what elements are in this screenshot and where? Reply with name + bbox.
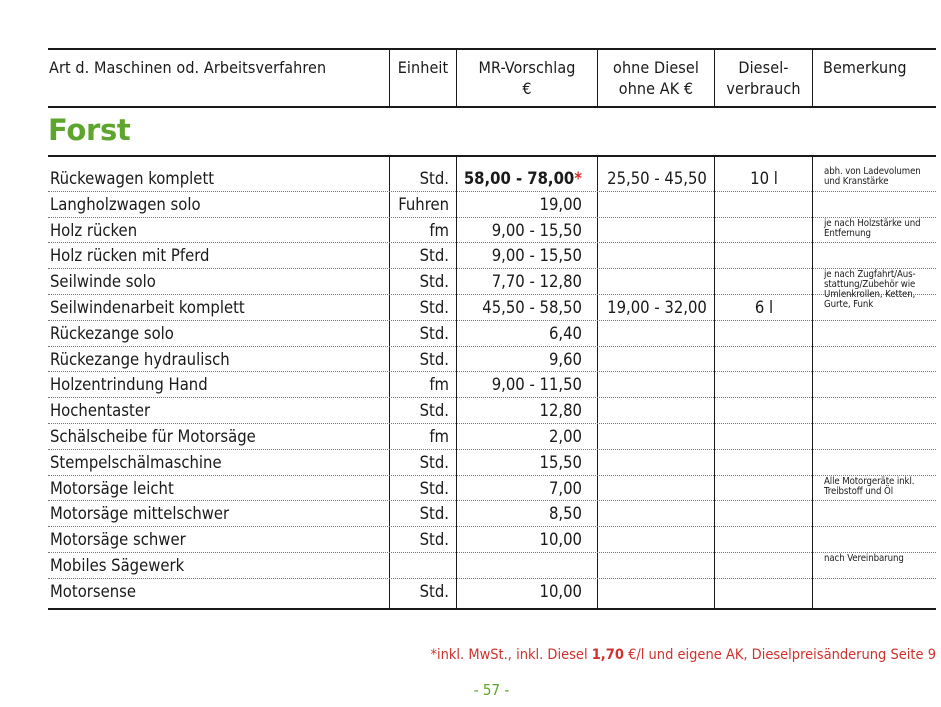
price: 58,00 - 78,00* bbox=[463, 169, 582, 188]
machine-name: Motorsäge leicht bbox=[50, 478, 174, 498]
price: 12,80 bbox=[539, 401, 582, 421]
price: 9,00 - 15,50 bbox=[491, 220, 582, 240]
remark: abh. von Ladevolumen und Kranstärke bbox=[824, 166, 921, 187]
unit: Std. bbox=[419, 478, 449, 498]
price: 10,00 bbox=[539, 530, 582, 550]
table-row bbox=[48, 321, 936, 347]
unit: Std. bbox=[419, 323, 449, 343]
header-without-diesel-column: ohne Diesel ohne AK € bbox=[613, 58, 699, 98]
machine-name: Rückewagen komplett bbox=[50, 169, 215, 188]
table-row bbox=[48, 398, 936, 424]
machine-name: Holz rücken mit Pferd bbox=[50, 246, 210, 266]
diesel-consumption: 6 l bbox=[754, 297, 774, 317]
table-row bbox=[48, 372, 936, 398]
table-row bbox=[48, 166, 936, 192]
unit: Std. bbox=[419, 401, 449, 421]
unit: Std. bbox=[419, 246, 449, 266]
machine-name: Motorsäge schwer bbox=[50, 530, 186, 550]
table-row bbox=[48, 243, 936, 269]
machine-name: Holz rücken bbox=[50, 220, 138, 240]
price-without-diesel: 19,00 - 32,00 bbox=[607, 297, 707, 317]
header-bottom-rule bbox=[48, 106, 936, 108]
machine-name: Mobiles Sägewerk bbox=[50, 555, 185, 575]
price-footnote-mark: * bbox=[574, 169, 582, 188]
price: 9,00 - 11,50 bbox=[491, 375, 582, 395]
table-body bbox=[48, 166, 936, 605]
header-remarks-column: Bemerkung bbox=[823, 58, 907, 77]
diesel-price: 1,70 bbox=[591, 647, 624, 663]
machine-name: Langholzwagen solo bbox=[50, 194, 201, 214]
remark: je nach Zugfahrt/Aus-stattung/Zubehör wie Umlenkrollen, Ketten, Gurte, Funk bbox=[824, 269, 916, 311]
machine-name: Seilwindenarbeit komplett bbox=[50, 297, 245, 317]
price: 6,40 bbox=[548, 323, 582, 343]
table-row bbox=[48, 218, 936, 244]
machine-name: Rückezange hydraulisch bbox=[50, 349, 230, 369]
header-divider bbox=[812, 48, 813, 106]
machine-name: Motorsäge mittelschwer bbox=[50, 504, 230, 524]
machine-name: Holzentrindung Hand bbox=[50, 375, 208, 395]
price: 9,60 bbox=[548, 349, 582, 369]
machine-name: Schälscheibe für Motorsäge bbox=[50, 426, 256, 446]
price: 10,00 bbox=[539, 581, 582, 601]
price: 7,70 - 12,80 bbox=[491, 272, 582, 292]
machine-name: Stempelschälmaschine bbox=[50, 452, 222, 472]
unit: Std. bbox=[419, 272, 449, 292]
footnote: *inkl. MwSt., inkl. Diesel 1,70 €/l und eigene AK, Dieselpreisänderung Seite 9 bbox=[430, 647, 936, 663]
price: 15,50 bbox=[539, 452, 582, 472]
price: 2,00 bbox=[548, 426, 582, 446]
price: 7,00 bbox=[548, 478, 582, 498]
unit: Fuhren bbox=[398, 194, 449, 214]
header-machine-column: Art d. Maschinen od. Arbeitsverfahren bbox=[49, 58, 327, 77]
header-price-column: MR-Vorschlag € bbox=[478, 58, 576, 98]
table-row bbox=[48, 527, 936, 553]
unit: Std. bbox=[419, 349, 449, 369]
table-row bbox=[48, 579, 936, 605]
table-row bbox=[48, 450, 936, 476]
unit: Std. bbox=[419, 297, 449, 317]
header-unit-column: Einheit bbox=[397, 58, 449, 77]
price: 8,50 bbox=[548, 504, 582, 524]
table-row bbox=[48, 553, 936, 579]
table-top-rule bbox=[48, 48, 936, 50]
table-row bbox=[48, 295, 936, 321]
remark: Alle Motorgeräte inkl. Treibstoff und Öl bbox=[824, 475, 915, 497]
price-without-diesel: 25,50 - 45,50 bbox=[607, 169, 707, 188]
unit: fm bbox=[429, 375, 449, 395]
remark: je nach Holzstärke und Entfernung bbox=[824, 217, 921, 239]
section-title: Forst bbox=[48, 113, 131, 147]
unit: Std. bbox=[419, 530, 449, 550]
unit: Std. bbox=[419, 504, 449, 524]
header-diesel-consumption-column: Diesel- verbrauch bbox=[726, 58, 801, 98]
unit: Std. bbox=[419, 581, 449, 601]
diesel-consumption: 10 l bbox=[750, 169, 778, 188]
table-row bbox=[48, 501, 936, 527]
table-bottom-rule bbox=[48, 608, 936, 610]
unit: Std. bbox=[419, 452, 449, 472]
table-row bbox=[48, 424, 936, 450]
unit: fm bbox=[429, 426, 449, 446]
table-row bbox=[48, 192, 936, 218]
price: 9,00 - 15,50 bbox=[491, 246, 582, 266]
machine-name: Seilwinde solo bbox=[50, 272, 156, 292]
remark: nach Vereinbarung bbox=[824, 552, 904, 564]
price: 45,50 - 58,50 bbox=[482, 297, 582, 317]
table-row bbox=[48, 347, 936, 373]
machine-name: Rückezange solo bbox=[50, 323, 174, 343]
page-number: - 57 - bbox=[473, 681, 510, 699]
price: 19,00 bbox=[539, 194, 582, 214]
unit: Std. bbox=[419, 169, 449, 188]
machine-name: Motorsense bbox=[50, 581, 137, 601]
unit: fm bbox=[429, 220, 449, 240]
table-row bbox=[48, 476, 936, 502]
machine-name: Hochentaster bbox=[50, 401, 151, 421]
section-rule bbox=[48, 155, 936, 157]
